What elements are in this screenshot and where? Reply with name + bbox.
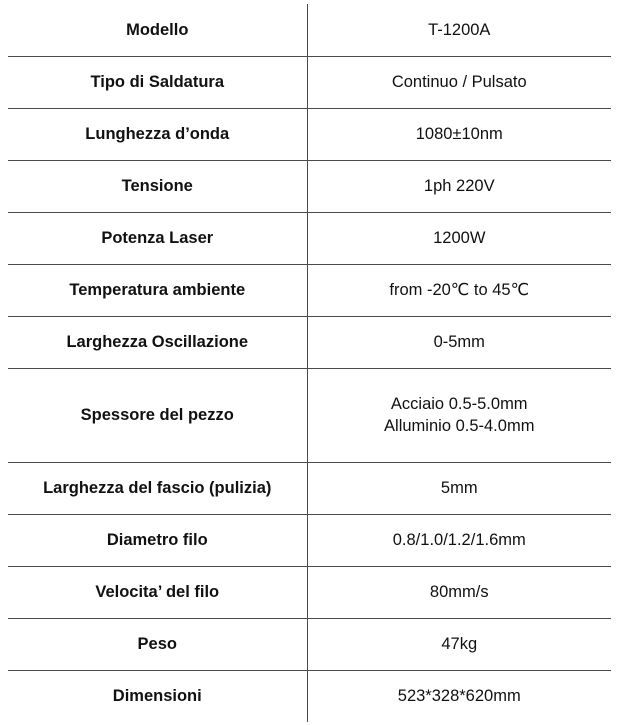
spec-value: from -20℃ to 45℃ (307, 264, 611, 316)
spec-value: 0-5mm (307, 316, 611, 368)
spec-label: Diametro filo (8, 514, 307, 566)
spec-value: 1ph 220V (307, 160, 611, 212)
spec-value (307, 368, 611, 462)
spec-value-line: Alluminio 0.5-4.0mm (384, 417, 535, 435)
table-row (8, 316, 611, 368)
spec-value: 523*328*620mm (307, 670, 611, 722)
table-row (8, 462, 611, 514)
spec-label: Temperatura ambiente (8, 264, 307, 316)
spec-value: 5mm (307, 462, 611, 514)
spec-label: Modello (8, 4, 307, 56)
spec-label: Potenza Laser (8, 212, 307, 264)
table-row (8, 670, 611, 722)
table-row (8, 618, 611, 670)
spec-label: Lunghezza d’onda (8, 108, 307, 160)
spec-value: 47kg (307, 618, 611, 670)
table-row (8, 514, 611, 566)
spec-value: 1200W (307, 212, 611, 264)
spec-label: Velocita’ del filo (8, 566, 307, 618)
spec-label: Tensione (8, 160, 307, 212)
table-row (8, 368, 611, 462)
spec-label: Tipo di Saldatura (8, 56, 307, 108)
spec-label: Spessore del pezzo (8, 368, 307, 462)
spec-value: 1080±10nm (307, 108, 611, 160)
table-row (8, 108, 611, 160)
table-row (8, 160, 611, 212)
spec-label: Peso (8, 618, 307, 670)
table-row (8, 212, 611, 264)
spec-value-line: Acciaio 0.5-5.0mm (390, 394, 528, 413)
table-row (8, 264, 611, 316)
spec-label: Larghezza Oscillazione (8, 316, 307, 368)
table-row (8, 56, 611, 108)
spec-value: Continuo / Pulsato (307, 56, 611, 108)
table-row (8, 566, 611, 618)
table-row (8, 4, 611, 56)
spec-label: Larghezza del fascio (pulizia) (8, 462, 307, 514)
spec-value: 80mm/s (307, 566, 611, 618)
spec-label: Dimensioni (8, 670, 307, 722)
spec-value: T-1200A (428, 20, 491, 39)
spec-table (8, 4, 611, 722)
spec-value: 0.8/1.0/1.2/1.6mm (307, 514, 611, 566)
